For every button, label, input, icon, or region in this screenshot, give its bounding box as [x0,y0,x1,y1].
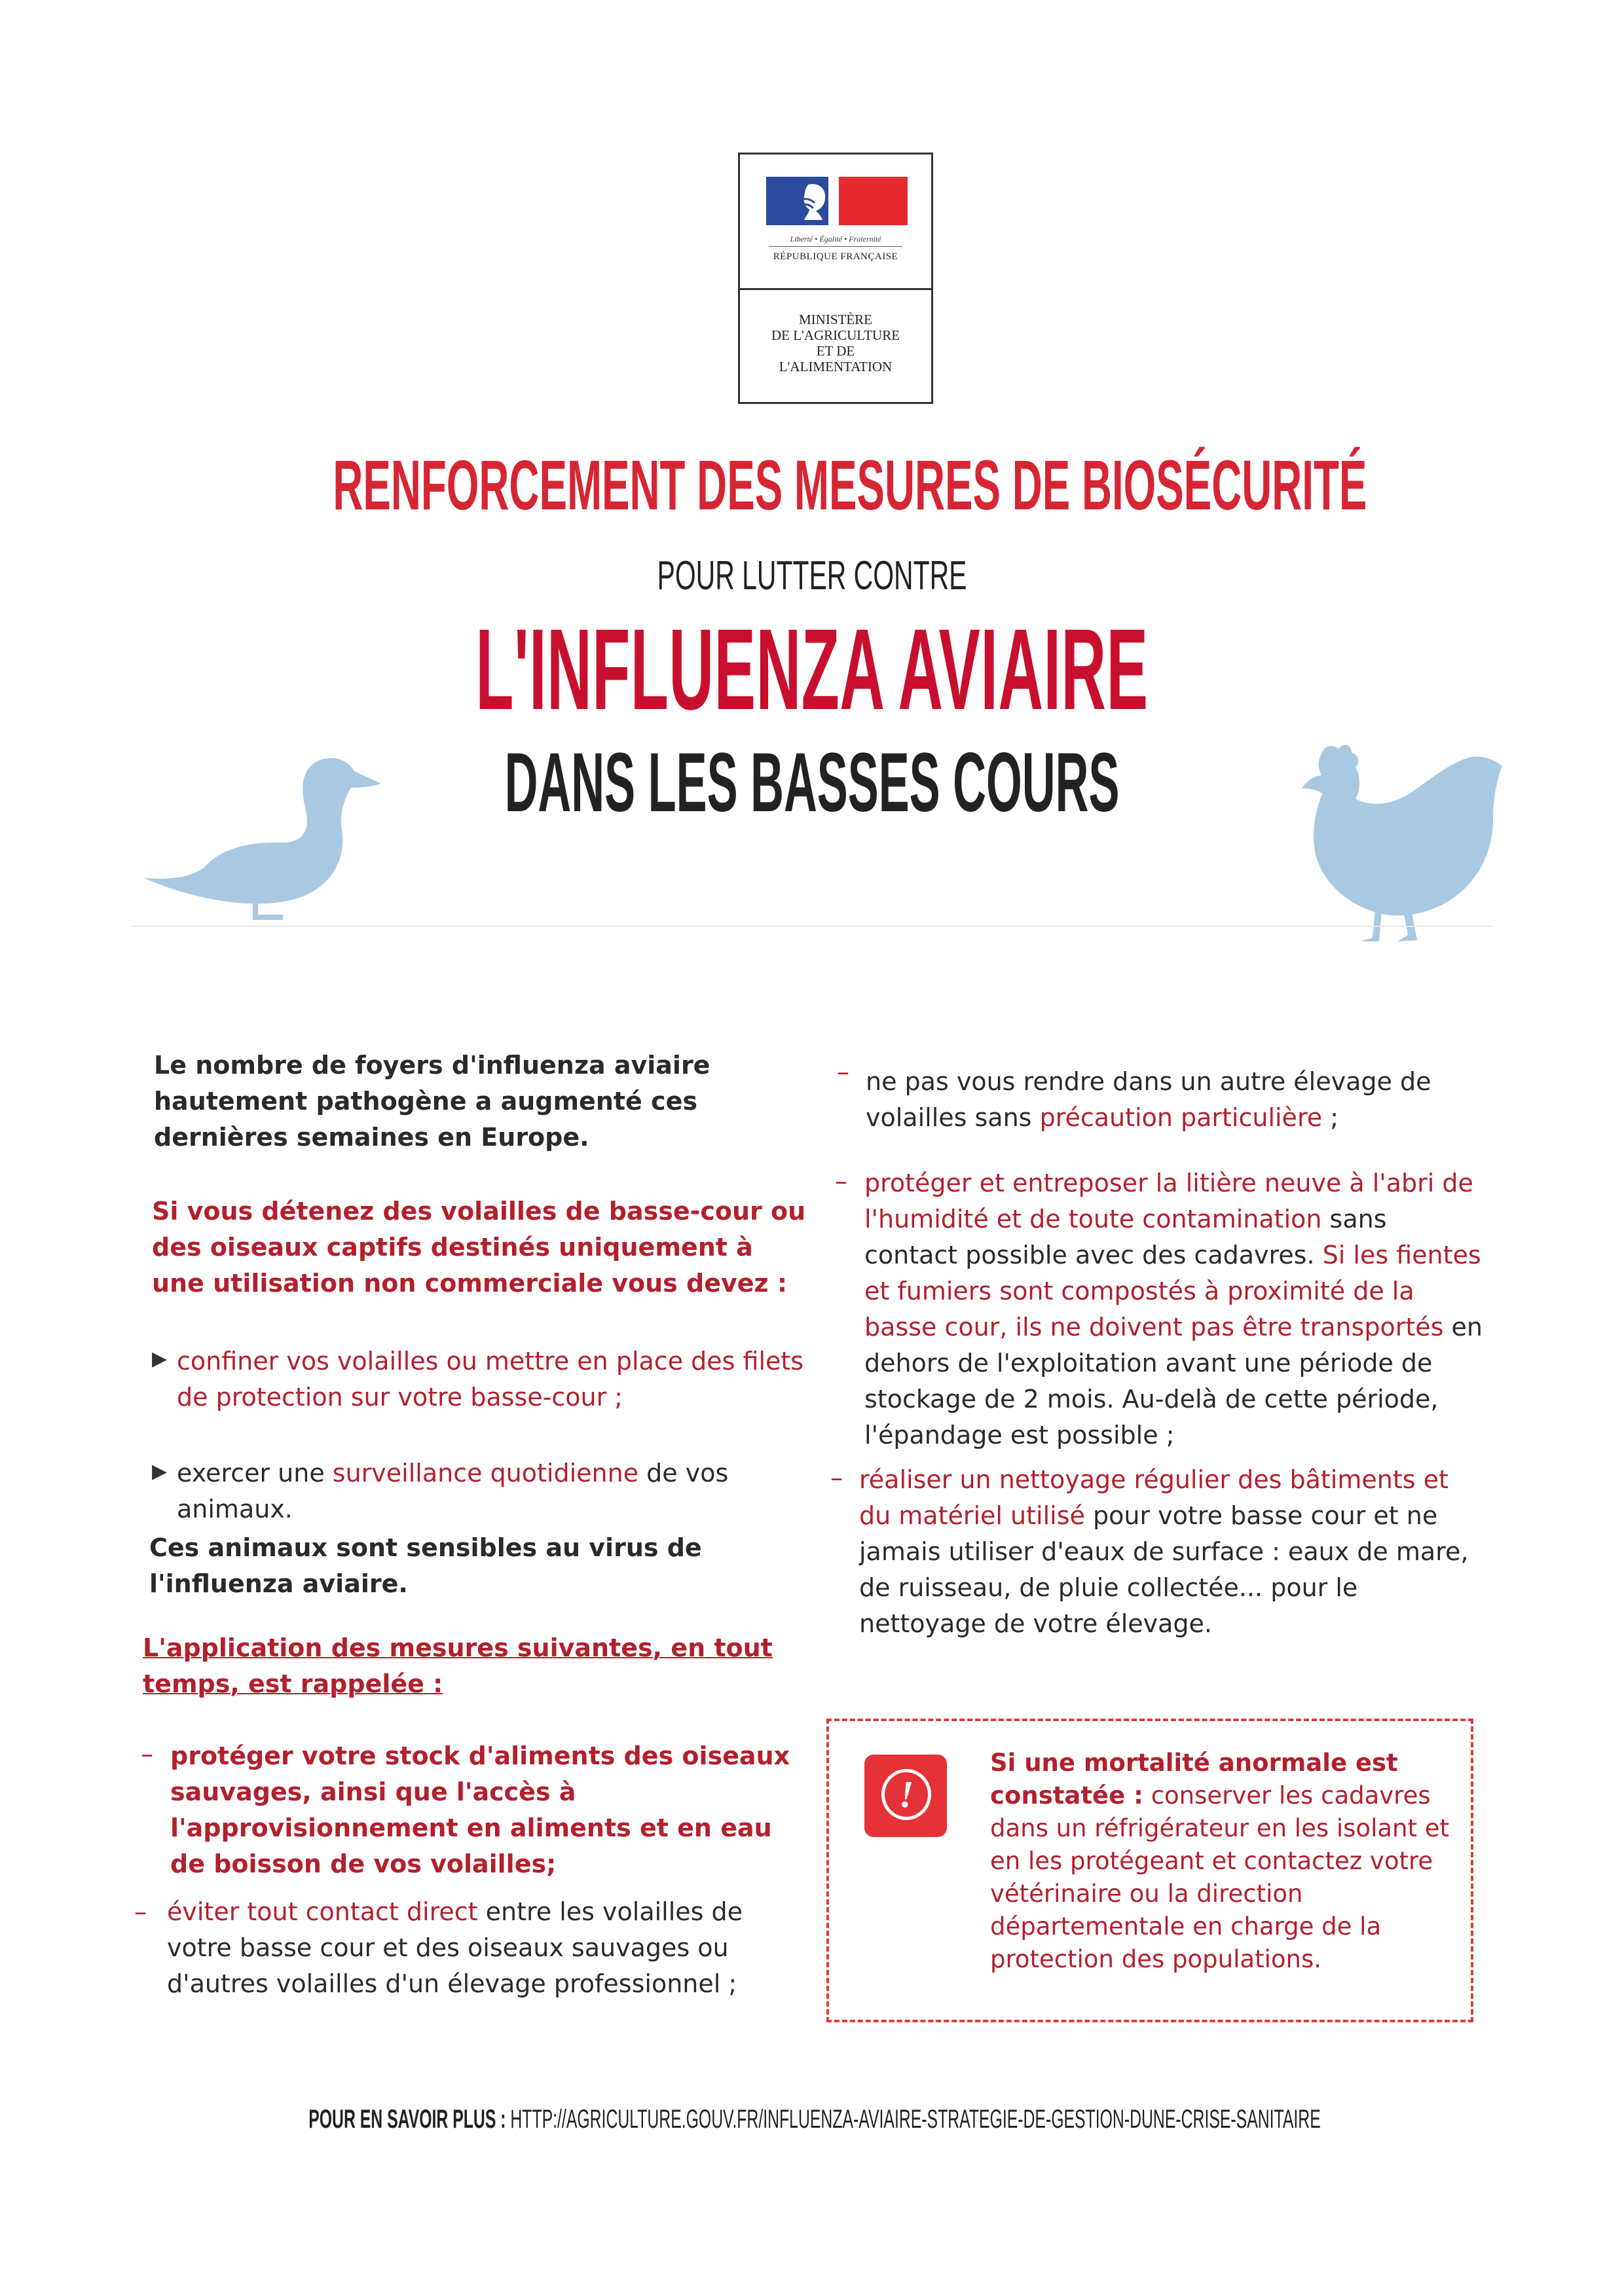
title-biosecurity: RENFORCEMENT DES MESURES DE BIOSÉCURITÉ [333,445,1367,524]
footer-url: HTTP://AGRICULTURE.GOUV.FR/INFLUENZA-AVIAIRE-STRATEGIE-DE-GESTION-DUNE-CRISE-SANITAIRE [506,2105,1321,2134]
dash-marker: – [134,1897,147,1926]
logo-divider [769,246,902,247]
measure-avoid-contact [167,1894,796,2002]
hen-icon [1283,733,1506,949]
measure-no-visit [866,1064,1488,1136]
bullet-confine: confiner vos volailles ou mettre en place des filets de protection sur votre basse-cour ; [177,1347,804,1412]
bullet-text: exercer une [177,1459,333,1487]
bullet-text: de vos animaux. [177,1459,729,1523]
measure-text: ne pas vous rendre dans un autre élevage de volailles sans [866,1067,1431,1132]
republic-emblem [740,155,931,290]
measure-highlight: Si les fientes et fumiers sont compostés à proximité de la basse cour, ils ne doivent pas être transportés [864,1241,1481,1341]
ministry-logo [738,153,933,404]
more-info-footer [308,2105,1321,2134]
holding-condition: Si vous détenez des volailles de basse-cour ou des oiseaux captifs destinés uniquement à une utilisation non commerciale vous devez : [152,1197,806,1298]
dash-marker: – [837,1057,849,1086]
horizon-line [131,926,1493,927]
measure-highlight: réaliser un nettoyage régulier des bâtiments et du matériel utilisé [859,1465,1449,1530]
intro-paragraph: Le nombre de foyers d'influenza aviaire hautement pathogène a augmenté ces dernières semaines en Europe. [154,1051,710,1152]
measure-text: pour votre basse cour et ne jamais utiliser d'eaux de surface : eaux de mare, de ruisseau, de pluie collectée... pour le nettoyage de votre élevage. [859,1501,1469,1638]
sensitivity-note: Ces animaux sont sensibles au virus de l'influenza aviaire. [149,1533,702,1598]
alert-instructions: conserver les cadavres dans un réfrigérateur en les isolant et en les protégeant et contactez votre vétérinaire ou la direction départementale en charge de la protection des populations. [990,1781,1450,1973]
title-avian-influenza: L'INFLUENZA AVIAIRE [475,606,1149,734]
bullet-triangle-icon: ▶ [152,1460,168,1483]
measure-text: ; [1322,1103,1338,1132]
title-backyards: DANS LES BASSES COURS [504,736,1120,829]
measures-heading-text: L'application des mesures suivantes, en tout temps, est rappelée : [143,1633,773,1698]
marianne-icon [796,181,836,223]
french-flag-icon [766,177,908,225]
ministry-line: L'ALIMENTATION [779,359,893,374]
measure-highlight: précaution particulière [1039,1103,1323,1132]
bullet-highlight: surveillance quotidienne [332,1459,639,1487]
measure-text: sans contact possible avec des cadavres. [864,1205,1387,1269]
ministry-line: MINISTÈRE [799,312,872,327]
motto: Liberté • Égalité • Fraternité [790,234,881,244]
footer-label: POUR EN SAVOIR PLUS : [308,2105,506,2134]
bullet-triangle-icon: ▶ [152,1347,168,1370]
ministry-line: ET DE [816,343,855,359]
measure-protect-feed: protéger votre stock d'aliments des oiseaux sauvages, ainsi que l'accès à l'approvisionnement en aliments et en eau de boisson de vos volailles; [170,1741,790,1878]
bullet-surveillance [177,1455,812,1527]
measure-cleaning [859,1462,1481,1642]
republic-label: RÉPUBLIQUE FRANÇAISE [773,251,898,262]
mortality-alert-text [990,1747,1455,1976]
ministry-name [740,312,931,374]
duck-icon [138,750,393,926]
exclamation-icon: ! [881,1769,931,1820]
dash-marker: – [141,1740,153,1768]
dash-marker: – [835,1167,847,1195]
alert-heading: Si une mortalité anormale est constatée : [990,1749,1398,1810]
warning-icon [864,1755,947,1837]
ministry-line: DE L'AGRICULTURE [771,327,900,343]
measure-highlight: éviter tout contact direct [167,1897,478,1926]
measure-text: en dehors de l'exploitation avant une période de stockage de 2 mois. Au-delà de cette période, l'épandage est possible ; [864,1313,1483,1449]
measure-litter [864,1165,1486,1453]
measure-text: entre les volailles de votre basse cour et des oiseaux sauvages ou d'autres volailles d'un élevage professionnel ; [167,1897,743,1998]
dash-marker: – [830,1463,843,1492]
measure-highlight: protéger et entreposer la litière neuve à l'abri de l'humidité et de toute contamination [864,1169,1473,1233]
title-to-fight: POUR LUTTER CONTRE [657,553,967,598]
measures-heading [143,1630,804,1702]
